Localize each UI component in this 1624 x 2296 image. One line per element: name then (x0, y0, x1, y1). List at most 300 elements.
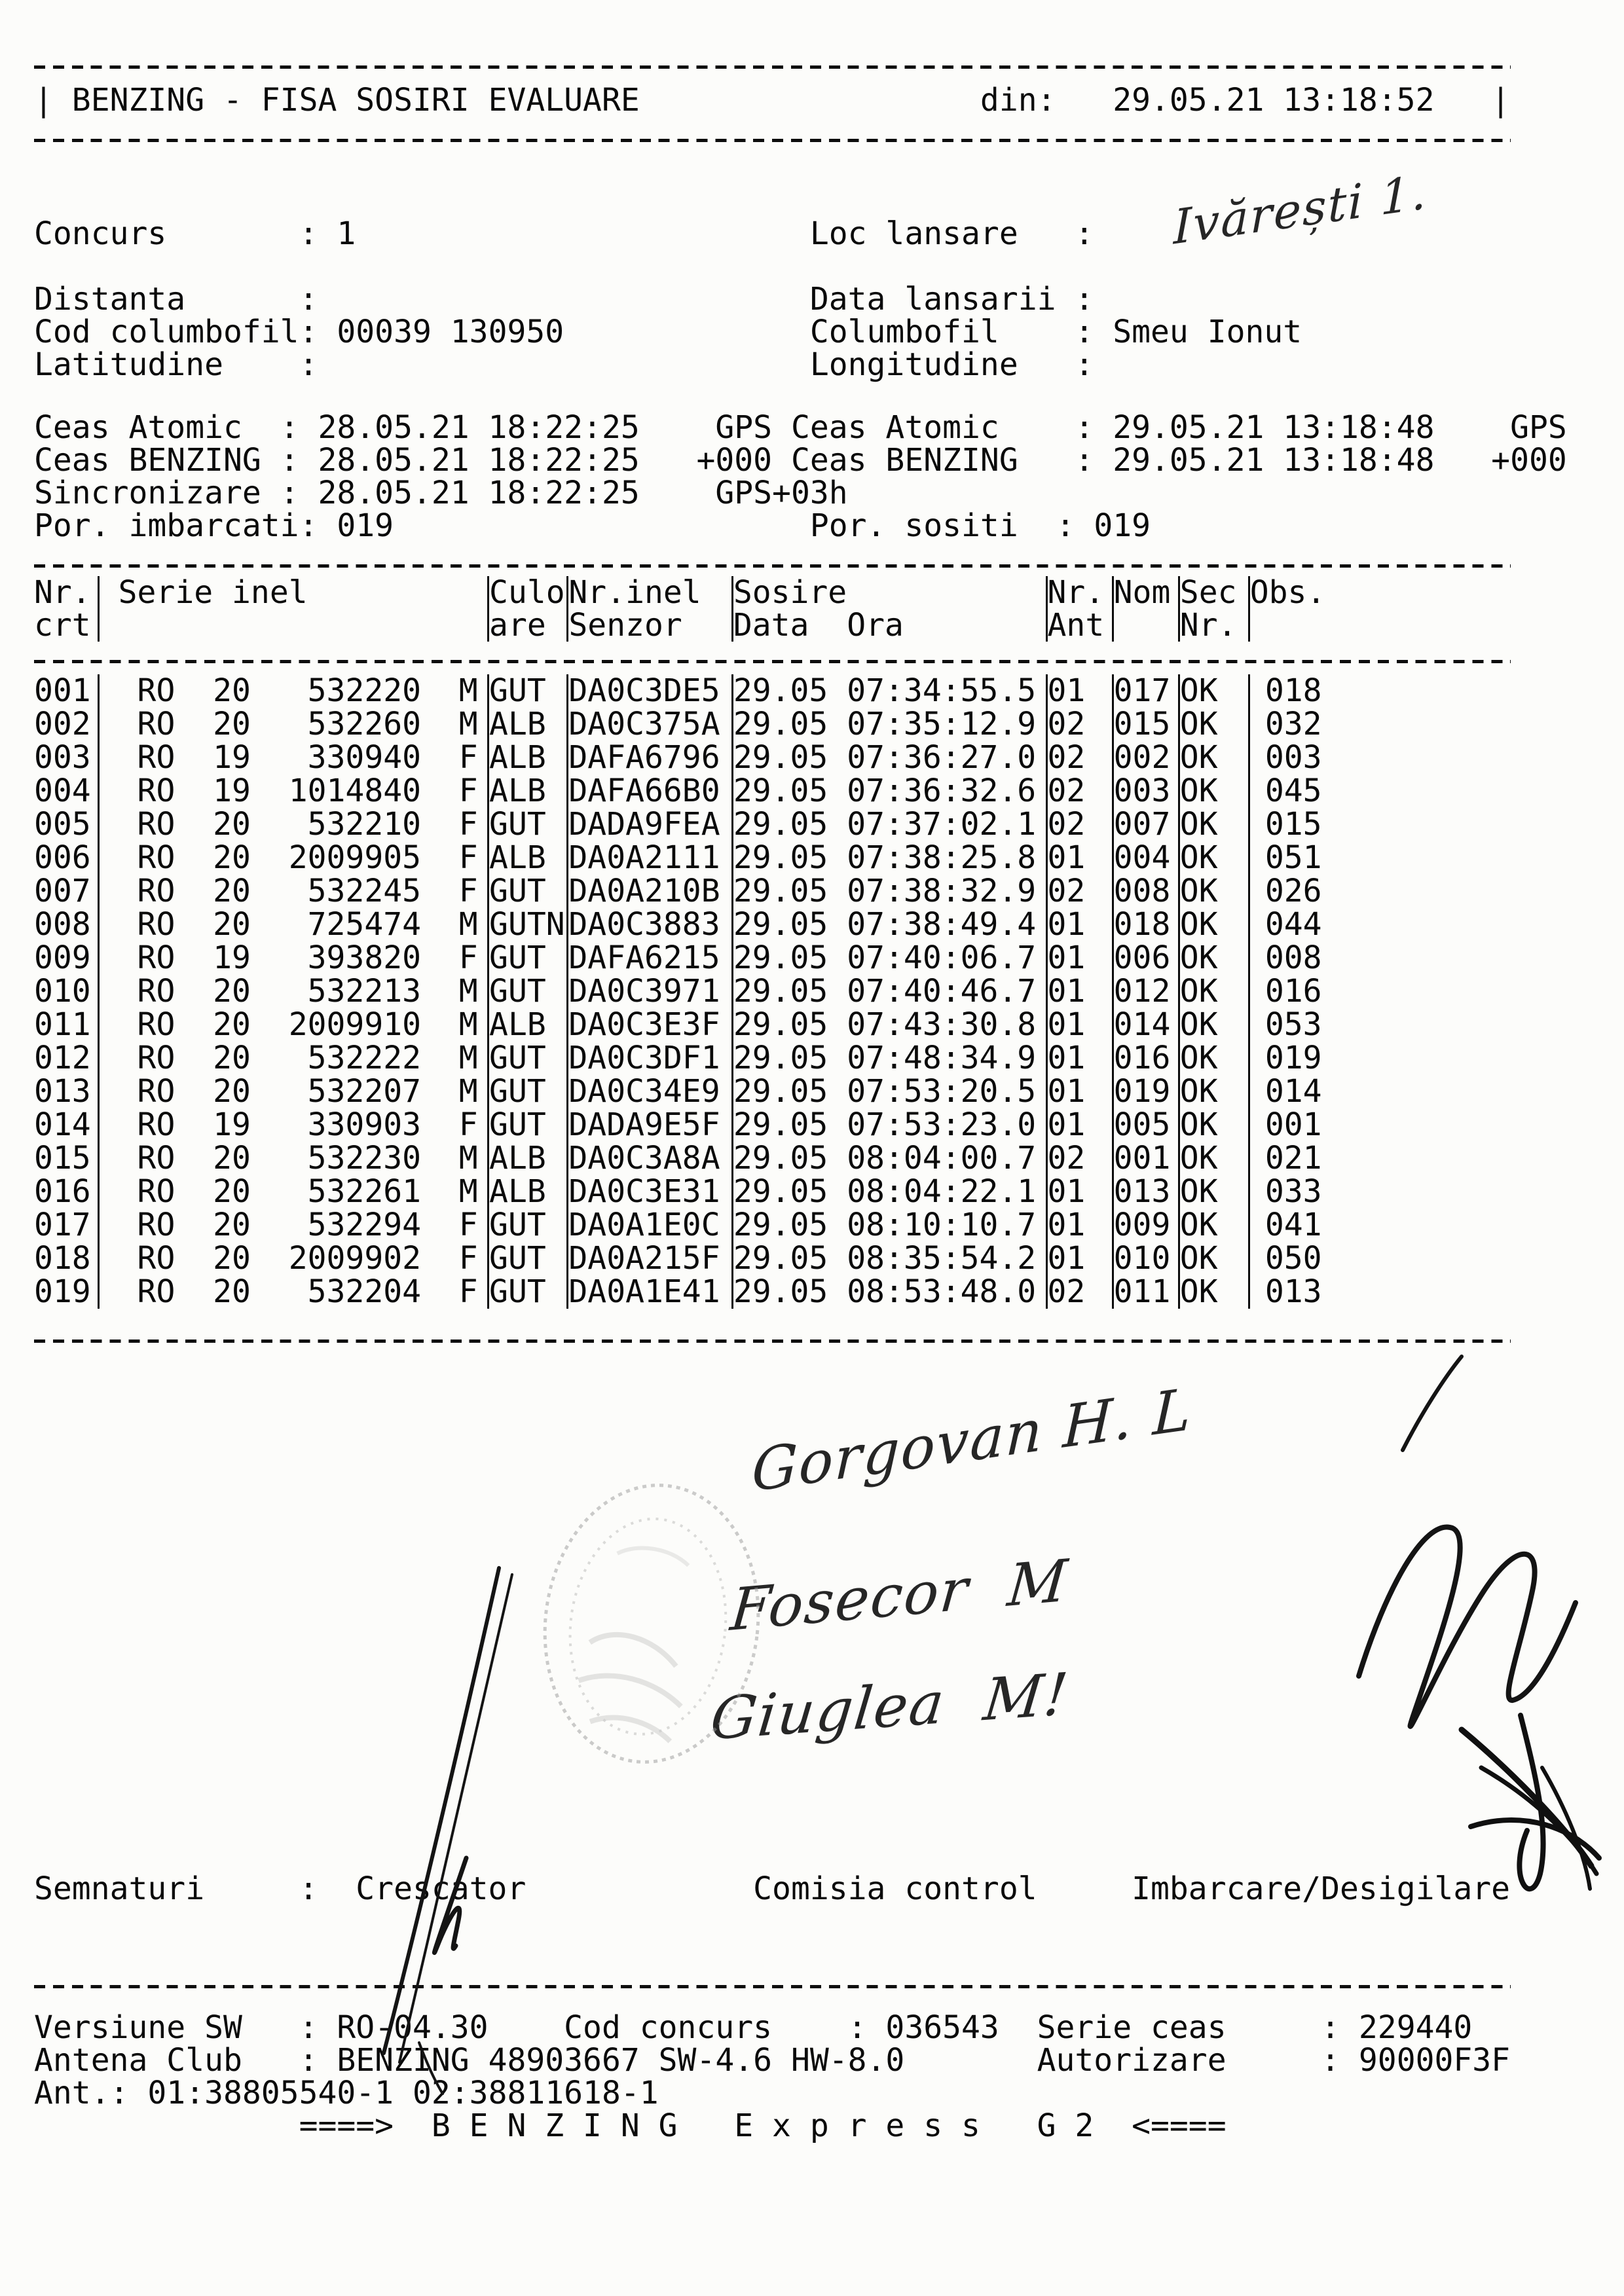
cell-sec: OK (1179, 975, 1249, 1008)
cell-obs: 018 (1249, 674, 1343, 708)
sosire-ora: 08:04:00.7 (847, 1140, 1037, 1176)
serie-an: 20 (213, 1073, 251, 1110)
versiune-sw-label: Versiune SW (34, 2009, 242, 2046)
cell-senzor: DA0A1E41 (568, 1275, 732, 1309)
por-imbarcati-colon: : (299, 507, 318, 544)
cell-senzor: DA0C3A8A (568, 1142, 732, 1175)
serie-tara: RO (137, 1140, 175, 1176)
cell-nr: 011 (34, 1006, 91, 1043)
cell-ant: 01 (1046, 1008, 1113, 1042)
col-header-serie: Serie inel (98, 576, 488, 642)
cell-senzor: DA0C375A (568, 708, 732, 741)
sosire-data: 29.05 (733, 973, 828, 1010)
cell-sec: OK (1179, 941, 1249, 975)
sosire-data: 29.05 (733, 1006, 828, 1043)
cell-sosire (732, 841, 1046, 875)
cell-obs: 015 (1249, 808, 1343, 841)
cell-nom: 001 (1113, 1142, 1179, 1175)
porumbei-line (34, 509, 1593, 542)
table-row (34, 674, 1344, 708)
cell-ant: 02 (1046, 774, 1113, 808)
serie-inel: 532230 (307, 1140, 422, 1176)
cell-serie (98, 908, 488, 941)
cell-sec: OK (1179, 774, 1249, 808)
distanta-colon: : (299, 281, 318, 318)
cell-senzor: DADA9E5F (568, 1108, 732, 1142)
serie-inel: 532245 (307, 873, 422, 909)
serie-tara: RO (137, 773, 175, 809)
antena-club-label: Antena Club (34, 2042, 242, 2079)
cell-ant: 01 (1046, 1209, 1113, 1242)
cell-culoare: GUTN (489, 908, 568, 941)
ceas-benzing-colon: : (280, 442, 299, 479)
serie-inel: 532222 (307, 1040, 422, 1076)
cell-serie (98, 1108, 488, 1142)
serie-sex: M (458, 973, 478, 1010)
ceas-benzing-left-suffix: +000 (696, 442, 773, 479)
serie-an: 20 (213, 1173, 251, 1210)
cell-nom: 010 (1113, 1242, 1179, 1275)
cell-nom: 016 (1113, 1042, 1179, 1075)
serie-sex: M (458, 1140, 478, 1176)
cell-serie (98, 674, 488, 708)
semnaturi-label: Semnaturi (34, 1870, 205, 1907)
serie-an: 20 (213, 1207, 251, 1243)
comisia-control-label: Comisia control (753, 1870, 1037, 1907)
serie-inel: 1014840 (288, 773, 422, 809)
cell-obs: 032 (1249, 708, 1343, 741)
serie-an: 19 (213, 939, 251, 976)
sosire-ora: 07:38:32.9 (847, 873, 1037, 909)
cell-culoare: GUT (489, 941, 568, 975)
sosire-ora: 08:35:54.2 (847, 1240, 1037, 1277)
arrivals-body (34, 674, 1344, 1309)
sosire-data: 29.05 (733, 873, 828, 909)
cod-concurs-colon: : (847, 2009, 867, 2046)
print-date-value: 29.05.21 13:18:52 (1113, 82, 1435, 118)
latitudine-line (34, 348, 1593, 381)
serie-inel: 532294 (307, 1207, 422, 1243)
cell-sosire (732, 1075, 1046, 1108)
cell-obs: 033 (1249, 1175, 1343, 1209)
serie-tara: RO (137, 806, 175, 843)
cell-ant: 01 (1046, 1075, 1113, 1108)
cod-columbofil-label: Cod columbofil (34, 314, 299, 350)
serie-tara: RO (137, 739, 175, 776)
cell-sosire (732, 774, 1046, 808)
serie-inel: 2009905 (288, 839, 422, 876)
cell-senzor: DA0C3DE5 (568, 674, 732, 708)
serie-sex: M (458, 1073, 478, 1110)
col-header-nr: Nr. crt (34, 574, 91, 644)
cell-culoare: GUT (489, 1209, 568, 1242)
cod-concurs-value: 036543 (885, 2009, 999, 2046)
sosire-ora: 08:10:10.7 (847, 1207, 1037, 1243)
cell-obs: 051 (1249, 841, 1343, 875)
cell-sec: OK (1179, 808, 1249, 841)
cell-obs: 053 (1249, 1008, 1343, 1042)
cell-sec: OK (1179, 1142, 1249, 1175)
cell-nom: 012 (1113, 975, 1179, 1008)
cell-sec: OK (1179, 674, 1249, 708)
cell-sosire (732, 975, 1046, 1008)
serie-tara: RO (137, 706, 175, 742)
sincronizare-value: 28.05.21 18:22:25 (318, 475, 640, 511)
ceas-atomic-right-colon: : (1075, 409, 1094, 446)
serie-an: 20 (213, 1040, 251, 1076)
table-row (34, 1042, 1344, 1075)
table-row (34, 774, 1344, 808)
cell-obs: 026 (1249, 875, 1343, 908)
cell-serie (98, 708, 488, 741)
cell-ant: 01 (1046, 1042, 1113, 1075)
cell-sec: OK (1179, 841, 1249, 875)
cell-senzor: DAFA66B0 (568, 774, 732, 808)
columbofil-colon: : (1075, 314, 1094, 350)
cell-sosire (732, 941, 1046, 975)
cell-senzor: DA0C34E9 (568, 1075, 732, 1108)
cell-obs: 003 (1249, 741, 1343, 774)
sosire-data: 29.05 (733, 906, 828, 943)
cell-nom: 018 (1113, 908, 1179, 941)
serie-tara: RO (137, 1273, 175, 1310)
cell-nom: 007 (1113, 808, 1179, 841)
sosire-data: 29.05 (733, 1073, 828, 1110)
cell-senzor: DAFA6796 (568, 741, 732, 774)
cell-senzor: DAFA6215 (568, 941, 732, 975)
cell-culoare: GUT (489, 975, 568, 1008)
table-row (34, 975, 1344, 1008)
cell-nr: 015 (34, 1140, 91, 1176)
sosire-ora: 07:36:27.0 (847, 739, 1037, 776)
dashed-separator-footer (34, 1985, 1511, 1988)
serie-an: 20 (213, 873, 251, 909)
cell-culoare: ALB (489, 1175, 568, 1209)
table-row (34, 841, 1344, 875)
cell-ant: 01 (1046, 1108, 1113, 1142)
cell-sec: OK (1179, 1042, 1249, 1075)
cell-nr: 018 (34, 1240, 91, 1277)
cell-nr: 009 (34, 939, 91, 976)
sosire-data: 29.05 (733, 839, 828, 876)
cell-sosire (732, 1209, 1046, 1242)
cell-ant: 01 (1046, 1242, 1113, 1275)
sosire-ora: 07:40:06.7 (847, 939, 1037, 976)
sosire-data: 29.05 (733, 1207, 828, 1243)
cell-nr: 002 (34, 706, 91, 742)
signature-flourish-icon (1359, 1357, 1576, 1726)
cell-sosire (732, 1142, 1046, 1175)
loc-lansare-label: Loc lansare (809, 215, 1018, 252)
cell-ant: 02 (1046, 1275, 1113, 1309)
semnaturi-colon: : (299, 1870, 318, 1907)
committee-signature-3: Giuglea M! (707, 1660, 1073, 1753)
cell-nom: 002 (1113, 741, 1179, 774)
cell-serie (98, 1175, 488, 1209)
cell-culoare: GUT (489, 1275, 568, 1309)
cell-sec: OK (1179, 708, 1249, 741)
table-row (34, 741, 1344, 774)
serie-an: 20 (213, 973, 251, 1010)
sosire-data: 29.05 (733, 706, 828, 742)
cell-nom: 003 (1113, 774, 1179, 808)
cell-nom: 004 (1113, 841, 1179, 875)
cell-nr: 010 (34, 973, 91, 1010)
cell-sec: OK (1179, 1108, 1249, 1142)
cell-sosire (732, 1108, 1046, 1142)
cell-serie (98, 1209, 488, 1242)
por-imbarcati-value: 019 (337, 507, 394, 544)
autorizare-label: Autorizare (1037, 2042, 1227, 2079)
sosire-data: 29.05 (733, 806, 828, 843)
cell-senzor: DA0C3971 (568, 975, 732, 1008)
serie-an: 20 (213, 906, 251, 943)
serie-an: 20 (213, 672, 251, 709)
cell-ant: 02 (1046, 875, 1113, 908)
ceas-atomic-label: Ceas Atomic (34, 409, 242, 446)
cell-sosire (732, 674, 1046, 708)
sosire-ora: 07:35:12.9 (847, 706, 1037, 742)
concurs-label: Concurs (34, 215, 167, 252)
sosire-data: 29.05 (733, 939, 828, 976)
latitudine-colon: : (299, 346, 318, 383)
cell-ant: 02 (1046, 741, 1113, 774)
cell-senzor: DADA9FEA (568, 808, 732, 841)
cell-senzor: DA0C3E31 (568, 1175, 732, 1209)
ceas-atomic-line (34, 411, 1593, 444)
table-row (34, 808, 1344, 841)
col-header-nom: Nom (1113, 576, 1179, 642)
columbofil-label: Columbofil (809, 314, 999, 350)
cell-nr: 006 (34, 839, 91, 876)
cell-nr: 004 (34, 773, 91, 809)
cell-serie (98, 774, 488, 808)
cell-nom: 008 (1113, 875, 1179, 908)
table-row (34, 1209, 1344, 1242)
ceas-benzing-right-suffix: +000 (1491, 442, 1567, 479)
cell-sosire (732, 875, 1046, 908)
sosire-data: 29.05 (733, 773, 828, 809)
print-date-colon: : (1037, 82, 1056, 118)
cell-ant: 01 (1046, 941, 1113, 975)
cell-culoare: ALB (489, 1142, 568, 1175)
serie-tara: RO (137, 939, 175, 976)
dashed-separator-table-bottom (34, 1339, 1511, 1343)
cell-serie (98, 1142, 488, 1175)
serie-inel: 532210 (307, 806, 422, 843)
serie-ceas-colon: : (1321, 2009, 1340, 2046)
cell-culoare: GUT (489, 1042, 568, 1075)
serie-sex: M (458, 1006, 478, 1043)
ceas-atomic-left-value: 28.05.21 18:22:25 (318, 409, 640, 446)
cell-senzor: DA0C3DF1 (568, 1042, 732, 1075)
cell-sec: OK (1179, 1275, 1249, 1309)
cell-culoare: GUT (489, 674, 568, 708)
table-row (34, 1175, 1344, 1209)
cell-culoare: ALB (489, 741, 568, 774)
serie-sex: F (458, 1240, 478, 1277)
cell-sec: OK (1179, 1242, 1249, 1275)
cell-serie (98, 1275, 488, 1309)
signature-scribble-icon (1462, 1715, 1599, 1889)
sosire-data: 29.05 (733, 1040, 828, 1076)
cell-ant: 01 (1046, 1175, 1113, 1209)
serie-tara: RO (137, 1173, 175, 1210)
report-title: BENZING - FISA SOSIRI EVALUARE (71, 82, 640, 118)
cell-sec: OK (1179, 875, 1249, 908)
serie-an: 20 (213, 1140, 251, 1176)
cell-nr: 008 (34, 906, 91, 943)
cell-sosire (732, 1008, 1046, 1042)
columbofil-value: Smeu Ionut (1113, 314, 1302, 350)
cell-serie (98, 808, 488, 841)
cell-sosire (732, 1042, 1046, 1075)
cell-culoare: ALB (489, 708, 568, 741)
cell-ant: 01 (1046, 908, 1113, 941)
serie-sex: M (458, 1173, 478, 1210)
table-row (34, 941, 1344, 975)
serie-an: 19 (213, 1106, 251, 1143)
cell-culoare: GUT (489, 1108, 568, 1142)
concurs-value: 1 (337, 215, 356, 252)
sosire-ora: 07:48:34.9 (847, 1040, 1037, 1076)
cell-ant: 01 (1046, 674, 1113, 708)
title-right-pipe: | (1491, 82, 1511, 118)
cell-nom: 014 (1113, 1008, 1179, 1042)
serie-inel: 2009902 (288, 1240, 422, 1277)
sincronizare-line (34, 477, 1593, 509)
cell-obs: 050 (1249, 1242, 1343, 1275)
cell-obs: 045 (1249, 774, 1343, 808)
antena-line (34, 2044, 1593, 2077)
antena-club-value: BENZING 48903667 SW-4.6 HW-8.0 (337, 2042, 905, 2079)
sosire-ora: 07:43:30.8 (847, 1006, 1037, 1043)
sincronizare-label: Sincronizare (34, 475, 261, 511)
imbarcare-desigilare-label: Imbarcare/Desigilare (1132, 1870, 1511, 1907)
cell-nr: 003 (34, 739, 91, 776)
serie-sex: F (458, 873, 478, 909)
serie-tara: RO (137, 1040, 175, 1076)
cell-sec: OK (1179, 741, 1249, 774)
serie-inel: 532213 (307, 973, 422, 1010)
cell-sec: OK (1179, 1175, 1249, 1209)
cell-ant: 02 (1046, 808, 1113, 841)
dashed-separator-top (34, 65, 1511, 69)
serie-inel: 532204 (307, 1273, 422, 1310)
serie-tara: RO (137, 1207, 175, 1243)
serie-tara: RO (137, 1240, 175, 1277)
serie-an: 20 (213, 1006, 251, 1043)
cell-serie (98, 1075, 488, 1108)
cell-sosire (732, 1242, 1046, 1275)
ant-line (34, 2077, 1593, 2109)
table-row (34, 875, 1344, 908)
cell-culoare: ALB (489, 1008, 568, 1042)
table-row (34, 708, 1344, 741)
cell-sosire (732, 808, 1046, 841)
serie-sex: M (458, 1040, 478, 1076)
cell-obs: 019 (1249, 1042, 1343, 1075)
cell-senzor: DA0A2111 (568, 841, 732, 875)
table-row (34, 1242, 1344, 1275)
cell-nom: 013 (1113, 1175, 1179, 1209)
cell-culoare: GUT (489, 875, 568, 908)
cell-sec: OK (1179, 1008, 1249, 1042)
cell-nom: 015 (1113, 708, 1179, 741)
ceas-atomic-right-suffix: GPS (1510, 409, 1567, 446)
table-row (34, 1275, 1344, 1309)
serie-sex: F (458, 1207, 478, 1243)
cell-obs: 001 (1249, 1108, 1343, 1142)
express-line (34, 2109, 1593, 2142)
serie-tara: RO (137, 973, 175, 1010)
sosire-data: 29.05 (733, 1106, 828, 1143)
sosire-ora: 07:38:49.4 (847, 906, 1037, 943)
cell-serie (98, 1242, 488, 1275)
cell-culoare: GUT (489, 1242, 568, 1275)
serie-inel: 532220 (307, 672, 422, 709)
cell-serie (98, 941, 488, 975)
ceas-benzing-right-value: 29.05.21 13:18:48 (1113, 442, 1435, 479)
sincronizare-colon: : (280, 475, 299, 511)
cell-nom: 005 (1113, 1108, 1179, 1142)
serie-an: 19 (213, 773, 251, 809)
cell-sosire (732, 741, 1046, 774)
serie-sex: F (458, 1273, 478, 1310)
serie-sex: F (458, 773, 478, 809)
serie-inel: 532207 (307, 1073, 422, 1110)
sosire-data: 29.05 (733, 739, 828, 776)
sosire-ora: 07:53:23.0 (847, 1106, 1037, 1143)
cell-nr: 014 (34, 1106, 91, 1143)
cell-nom: 009 (1113, 1209, 1179, 1242)
cod-columbofil-colon: : (299, 314, 318, 350)
serie-inel: 532261 (307, 1173, 422, 1210)
serie-sex: F (458, 806, 478, 843)
serie-inel: 330940 (307, 739, 422, 776)
data-lansarii-colon: : (1075, 281, 1094, 318)
cell-nr: 019 (34, 1273, 91, 1310)
cell-obs: 014 (1249, 1075, 1343, 1108)
title-left-pipe: | (34, 82, 53, 118)
arrivals-header (34, 576, 1344, 642)
ceas-benzing-right-label: Ceas BENZING (790, 442, 1018, 479)
serie-tara: RO (137, 839, 175, 876)
por-sositi-value: 019 (1094, 507, 1151, 544)
serie-tara: RO (137, 906, 175, 943)
sosire-ora: 07:53:20.5 (847, 1073, 1037, 1110)
cod-concurs-label: Cod concurs (564, 2009, 773, 2046)
cell-obs: 041 (1249, 1209, 1343, 1242)
cell-sosire (732, 1275, 1046, 1309)
cell-ant: 01 (1046, 975, 1113, 1008)
cell-nom: 011 (1113, 1275, 1179, 1309)
serie-sex: F (458, 839, 478, 876)
sincronizare-suffix: GPS+03h (715, 475, 848, 511)
versiune-sw-value: RO-04.30 (337, 2009, 489, 2046)
table-row (34, 1142, 1344, 1175)
latitudine-label: Latitudine (34, 346, 223, 383)
title-line (34, 84, 1593, 117)
serie-ceas-value: 229440 (1358, 2009, 1473, 2046)
ceas-atomic-right-value: 29.05.21 13:18:48 (1113, 409, 1435, 446)
cell-nr: 007 (34, 873, 91, 909)
data-lansarii-label: Data lansarii (809, 281, 1056, 318)
cell-senzor: DA0A210B (568, 875, 732, 908)
ceas-benzing-line (34, 444, 1593, 477)
semnaturi-line (34, 1872, 1593, 1905)
committee-signature-1: Gorgovan H. L (750, 1375, 1194, 1505)
